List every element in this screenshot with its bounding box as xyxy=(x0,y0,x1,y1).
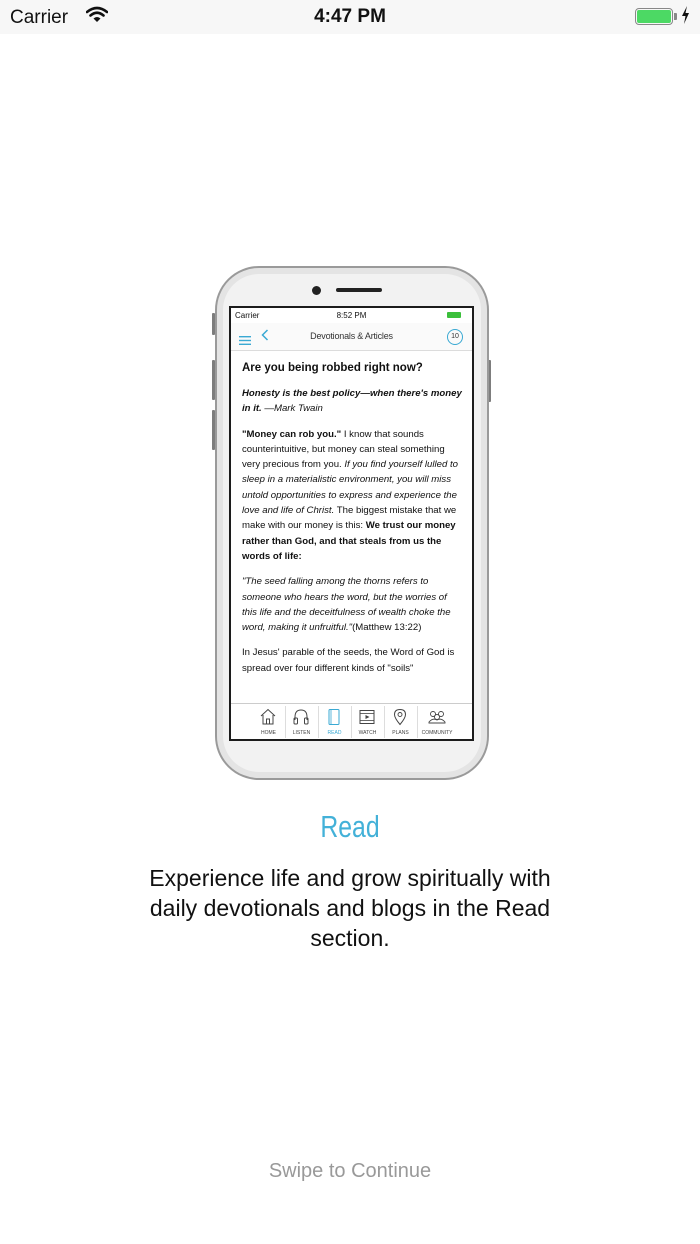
film-icon xyxy=(359,708,375,726)
map-pin-icon xyxy=(392,708,408,726)
tab-watch xyxy=(351,704,384,740)
battery-cap xyxy=(674,13,677,20)
p2-text2: The biggest mistake that we make with our money is this: xyxy=(242,505,457,532)
article-heading: Are you being robbed right now? xyxy=(242,362,423,374)
article-paragraph xyxy=(242,427,464,565)
tab-label: WATCH xyxy=(358,730,377,736)
mockup-count-badge: 10 xyxy=(447,329,463,345)
phone-screen xyxy=(229,306,474,741)
onboarding-title: Read xyxy=(320,809,380,844)
p3-italic: "The seed falling among the thorns refers to someone who hears the word, but the worries of this life and the deceitfulness of wealth choke the word, making it unfruitful." xyxy=(242,576,451,634)
tab-label: COMMUNITY xyxy=(421,730,453,736)
tab-plans xyxy=(384,704,417,740)
carrier-label: Carrier xyxy=(10,7,69,28)
tab-home xyxy=(252,704,285,740)
swipe-to-continue-hint[interactable]: Swipe to Continue xyxy=(268,1160,432,1182)
phone-speaker xyxy=(336,288,382,292)
headphones-icon xyxy=(293,708,309,726)
onboarding-description: Experience life and grow spiritually with daily devotionals and blogs in the Read section. xyxy=(149,865,551,951)
tab-read xyxy=(318,704,351,740)
p2-bold: "Money can rob you." xyxy=(242,428,342,440)
article-scripture xyxy=(242,574,464,635)
tab-listen xyxy=(285,704,318,740)
article-quote xyxy=(242,386,464,417)
mockup-nav-bar xyxy=(231,323,472,351)
quote-text: Honesty is the best policy—when there's money in it. xyxy=(242,388,462,415)
battery-icon xyxy=(635,8,673,25)
mockup-carrier: Carrier xyxy=(235,311,260,320)
book-icon xyxy=(326,708,342,726)
charging-bolt-icon xyxy=(681,6,690,29)
mockup-article xyxy=(242,360,464,686)
mockup-nav-title: Devotionals & Articles xyxy=(310,331,393,341)
tab-label: READ xyxy=(327,730,342,736)
quote-author: —Mark Twain xyxy=(264,403,323,415)
p4-text: In Jesus' parable of the seeds, the Word of God is spread over four different kinds of "soils" xyxy=(242,647,455,674)
tab-label: PLANS xyxy=(392,730,409,736)
people-icon xyxy=(426,708,448,726)
p3-ref: (Matthew 13:22) xyxy=(352,622,422,634)
p2-text1: I know that sounds counterintuitive, but money can steal something very precious from you. xyxy=(242,428,445,471)
article-paragraph xyxy=(242,645,464,676)
tab-label: HOME xyxy=(261,730,276,736)
p2-bold2: We trust our money rather than God, and that steals from us the words of life: xyxy=(242,520,456,562)
mockup-battery-icon xyxy=(447,312,461,318)
home-icon xyxy=(260,708,276,726)
mockup-tab-bar xyxy=(231,703,472,740)
tab-label: LISTEN xyxy=(292,730,311,736)
mockup-time: 8:52 PM xyxy=(336,311,367,320)
phone-camera xyxy=(312,286,321,295)
tab-community xyxy=(417,704,457,740)
p2-italic: If you find yourself lulled to sleep in a materialistic environment, you will miss untold opportunities to express and experience the love and life of Christ. xyxy=(242,459,458,517)
status-bar xyxy=(0,0,700,34)
clock-time: 4:47 PM xyxy=(314,6,386,27)
mockup-status-bar xyxy=(231,308,472,322)
